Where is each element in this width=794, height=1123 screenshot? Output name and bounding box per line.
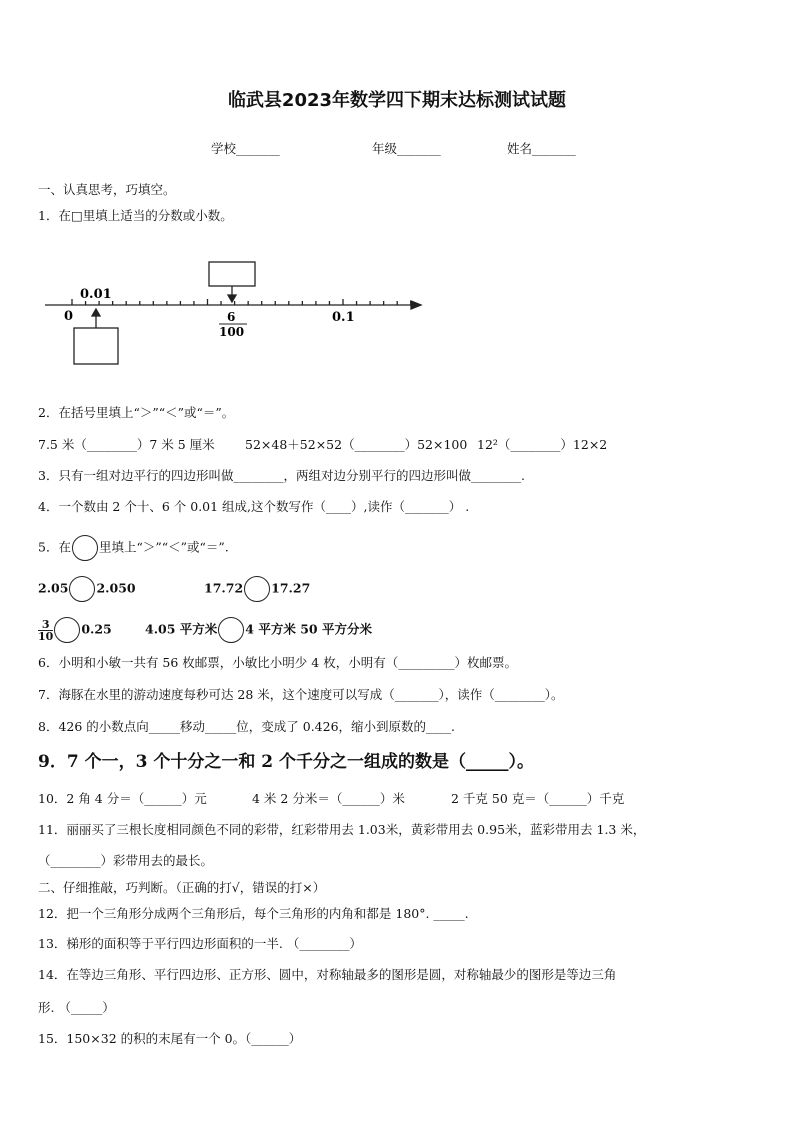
- answer-circle[interactable]: [54, 617, 80, 643]
- grade-field: 年级_______: [372, 141, 441, 156]
- q5d-left: 4.05 平方米: [145, 621, 218, 637]
- label-001: 0.01: [80, 287, 112, 302]
- question-15: 15．150×32 的积的末尾有一个 0。（______）: [38, 1031, 302, 1046]
- q5b-right: 17.27: [271, 580, 311, 596]
- fraction: $\frac{3}{10}$: [38, 617, 54, 643]
- q5b-left: 17.72: [204, 580, 244, 596]
- question-14-line-2: 形. （_____）: [38, 1000, 115, 1015]
- question-5-suffix: 里填上“＞”“＜”或“＝”.: [98, 539, 229, 555]
- question-6: 6．小明和小敏一共有 56 枚邮票，小敏比小明少 4 枚，小明有（_________）枚邮票。: [38, 655, 517, 670]
- page-title: 临武县2023年数学四下期末达标测试试题: [227, 90, 567, 111]
- question-10-item-3: 2 千克 50 克＝（______）千克: [451, 791, 625, 806]
- question-5-prefix: 5．在: [38, 539, 71, 555]
- answer-circle[interactable]: [72, 535, 98, 561]
- question-11-line-2: （________）彩带用去的最长。: [38, 853, 214, 868]
- question-2: 2．在括号里填上“＞”“＜”或“＝”。: [38, 405, 235, 420]
- answer-circle[interactable]: [218, 617, 244, 643]
- label-0: 0: [64, 309, 74, 324]
- label-fraction-denominator: 100: [219, 325, 245, 339]
- q5a-right: 2.050: [96, 580, 136, 596]
- question-2-item-3: 12²（________）12×2: [477, 437, 608, 452]
- question-14-line-1: 14．在等边三角形、平行四边形、正方形、圆中，对称轴最多的图形是圆，对称轴最少的图形是等边三角: [38, 967, 617, 982]
- question-5-item-c: [38, 617, 112, 643]
- number-line-figure: [0, 250, 794, 380]
- q5a-left: 2.05: [38, 580, 69, 596]
- question-10-item-2: 4 米 2 分米＝（______）米: [252, 791, 405, 806]
- question-12: 12．把一个三角形分成两个三角形后，每个三角形的内角和都是 180°. _____.: [38, 906, 469, 921]
- question-5-item-a: [38, 576, 136, 602]
- question-1: 1．在□里填上适当的分数或小数。: [38, 208, 233, 223]
- question-10-item-1: 10．2 角 4 分＝（______）元: [38, 791, 207, 806]
- question-13: 13．梯形的面积等于平行四边形面积的一半. （________）: [38, 936, 362, 951]
- section-1-heading: 一、认真思考，巧填空。: [38, 182, 176, 197]
- label-fraction-numerator: 6: [227, 310, 236, 324]
- question-5-item-d: [145, 617, 372, 643]
- answer-circle[interactable]: [244, 576, 270, 602]
- question-4: 4．一个数由 2 个十、6 个 0.01 组成,这个数写作（____）,读作（_______） .: [38, 499, 470, 514]
- question-5-item-b: [204, 576, 310, 602]
- question-5: [38, 535, 229, 561]
- question-8: 8．426 的小数点向_____移动_____位，变成了 0.426，缩小到原数的____.: [38, 719, 456, 734]
- question-2-item-1: 7.5 米（________）7 米 5 厘米: [38, 437, 215, 452]
- answer-circle[interactable]: [69, 576, 95, 602]
- question-9: 9．7 个一，3 个十分之一和 2 个千分之一组成的数是（_____）。: [38, 752, 534, 772]
- question-3: 3．只有一组对边平行的四边形叫做________，两组对边分别平行的四边形叫做________.: [38, 468, 525, 483]
- question-2-item-2: 52×48＋52×52（________）52×100: [245, 437, 468, 452]
- label-01: 0.1: [332, 310, 355, 325]
- section-2-heading: 二、仔细推敲，巧判断。（正确的打√，错误的打×）: [38, 880, 326, 895]
- question-11-line-1: 11．丽丽买了三根长度相同颜色不同的彩带，红彩带用去 1.03米，黄彩带用去 0.95米，蓝彩带用去 1.3 米，: [38, 822, 646, 837]
- school-field: 学校_______: [211, 141, 280, 156]
- name-field: 姓名_______: [507, 141, 576, 156]
- question-7: 7．海豚在水里的游动速度每秒可达 28 米，这个速度可以写成（_______），读作（________）。: [38, 687, 564, 702]
- q5d-right: 4 平方米 50 平方分米: [245, 621, 372, 637]
- q5c-right: 0.25: [81, 621, 112, 637]
